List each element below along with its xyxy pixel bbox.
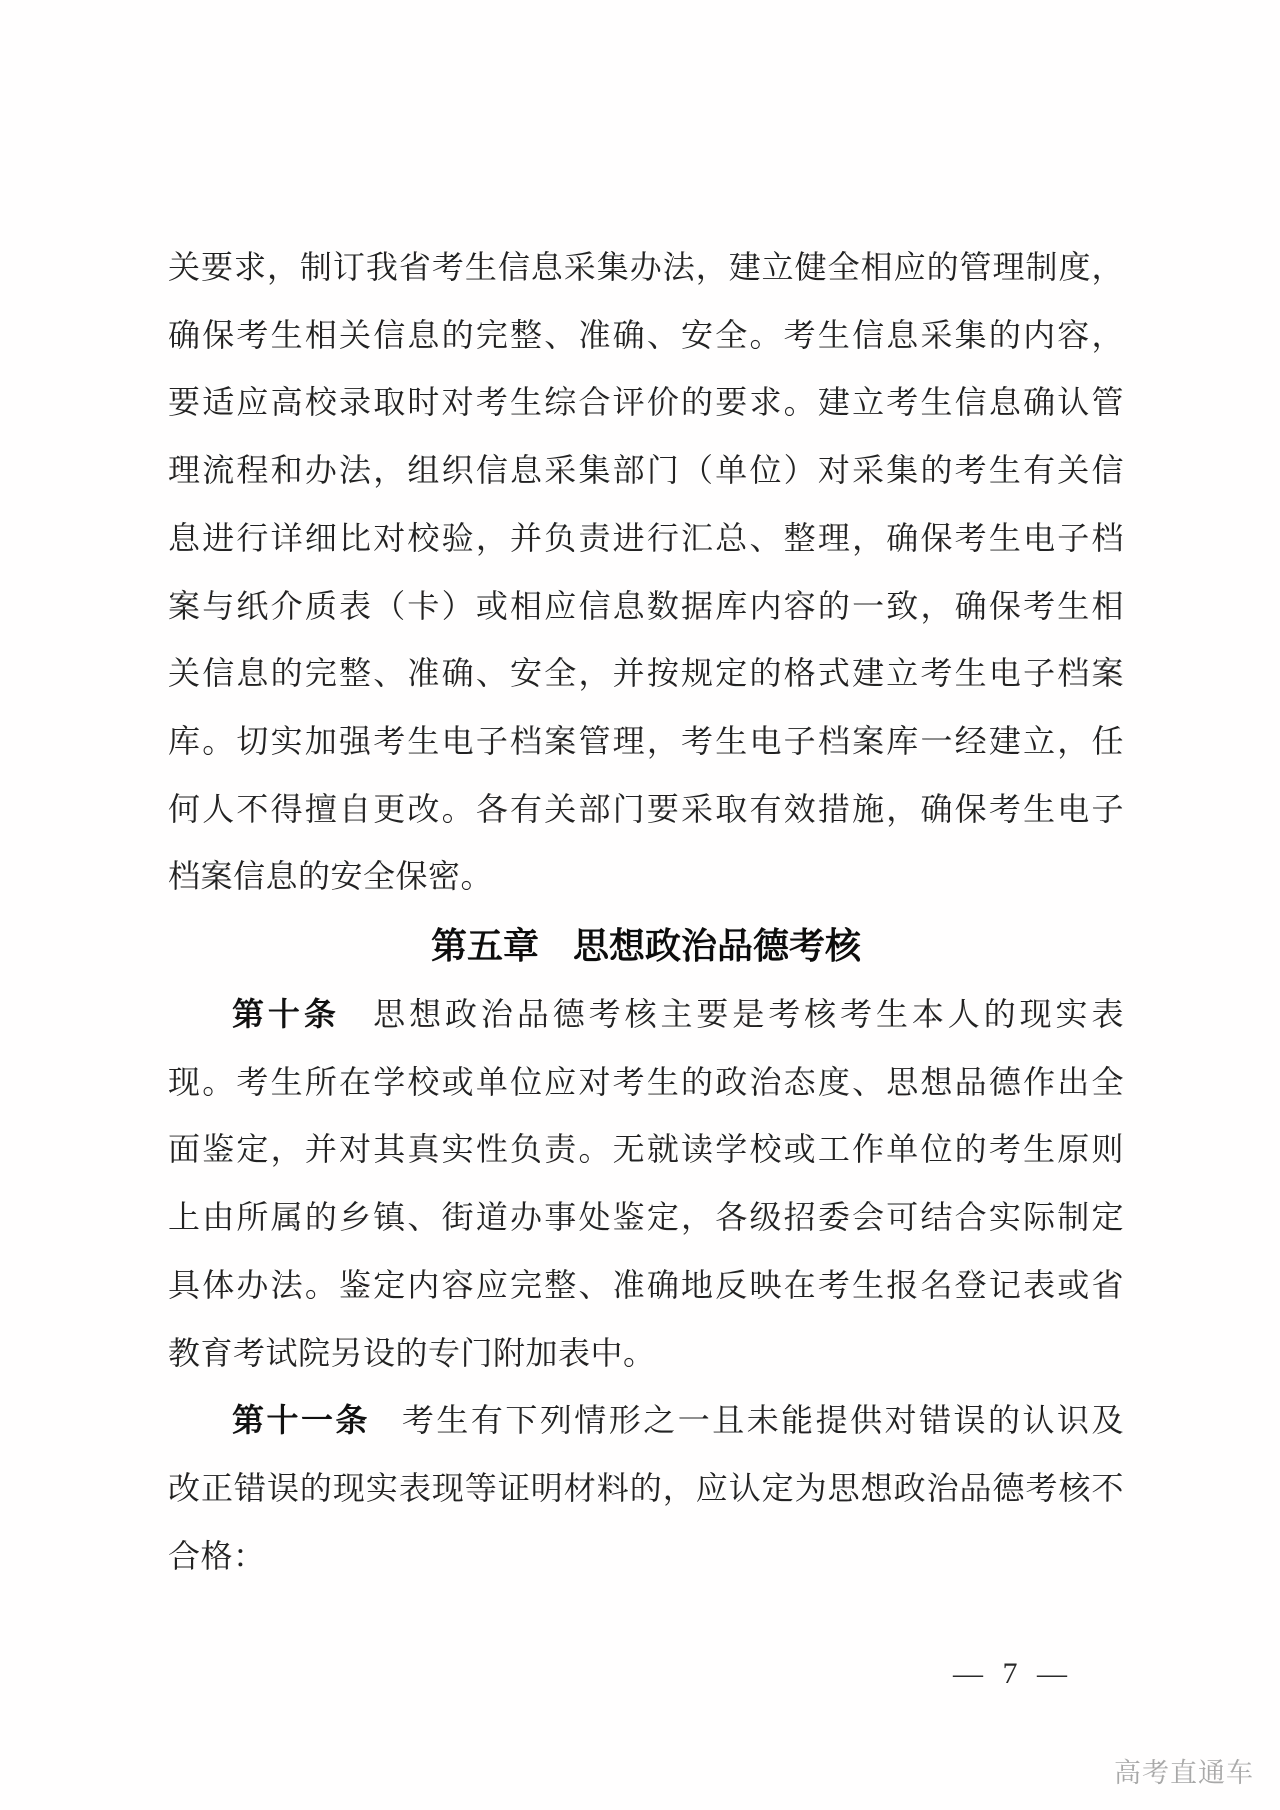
watermark-label: 高考直通车 [1114,1758,1254,1788]
body-line: 何人不得擅自更改。各有关部门要采取有效措施，确保考生电子 [168,790,1124,827]
article-11-text: 考生有下列情形之一且未能提供对错误的认识及 [399,1402,1124,1439]
body-line: 合格： [168,1537,266,1574]
body-line: 息进行详细比对校验，并负责进行汇总、整理，确保考生电子档 [168,519,1124,556]
page-number: — 7 — [953,1657,1073,1690]
body-line: 理流程和办法，组织信息采集部门（单位）对采集的考生有关信 [168,452,1124,489]
body-line: 关信息的完整、准确、安全，并按规定的格式建立考生电子档案 [168,655,1124,692]
body-line: 面鉴定，并对其真实性负责。无就读学校或工作单位的考生原则 [168,1131,1124,1168]
article-10-text: 思想政治品德考核主要是考核考生本人的现实表 [369,996,1124,1033]
article-11-term: 第十一条 [232,1402,370,1439]
article-10-term: 第十条 [232,996,340,1033]
body-line: 案与纸介质表（卡）或相应信息数据库内容的一致，确保考生相 [168,587,1124,624]
body-line: 档案信息的安全保密。 [168,858,494,895]
chapter-label: 第五章 [430,925,539,967]
body-line: 库。切实加强考生电子档案管理，考生电子档案库一经建立，任 [168,722,1124,759]
body-line: 具体办法。鉴定内容应完整、准确地反映在考生报名登记表或省 [168,1266,1124,1303]
body-line: 上由所属的乡镇、街道办事处鉴定，各级招委会可结合实际制定 [168,1199,1124,1236]
body-line: 现。考生所在学校或单位应对考生的政治态度、思想品德作出全 [168,1063,1124,1100]
chapter-title: 思想政治品德考核 [573,925,862,967]
document-body [168,234,1124,1590]
body-line: 确保考生相关信息的完整、准确、安全。考生信息采集的内容， [168,316,1124,353]
article-10-first-line [168,981,1124,1049]
body-line: 教育考试院另设的专门附加表中。 [168,1334,656,1371]
body-line: 关要求，制订我省考生信息采集办法，建立健全相应的管理制度， [168,249,1124,285]
body-line: 要适应高校录取时对考生综合评价的要求。建立考生信息确认管 [168,384,1124,421]
body-line: 改正错误的现实表现等证明材料的，应认定为思想政治品德考核不 [168,1469,1124,1506]
chapter-heading [168,911,1124,981]
article-11-first-line [168,1387,1124,1455]
